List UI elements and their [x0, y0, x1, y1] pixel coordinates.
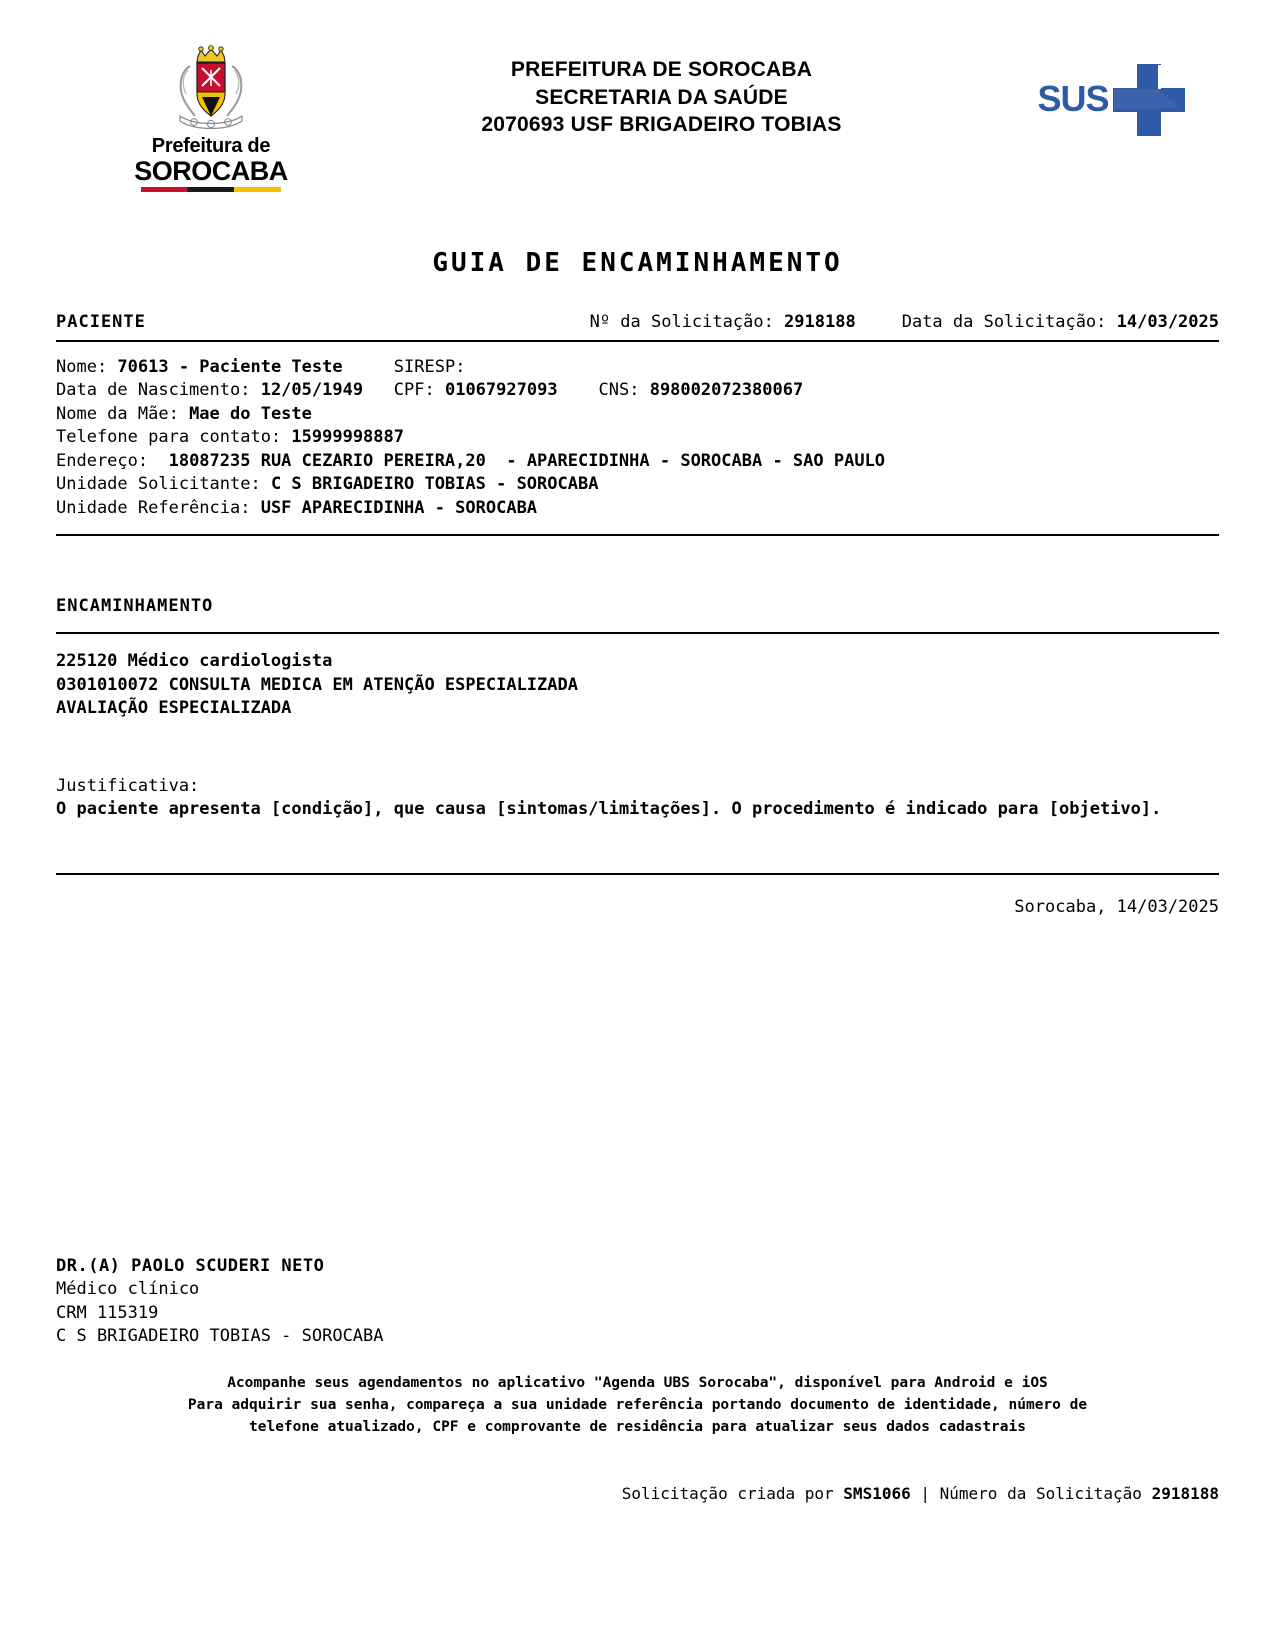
footer-note-1: Acompanhe seus agendamentos no aplicativo "Agenda UBS Sorocaba", disponível para Android e iOS — [227, 1375, 1048, 1391]
requesting-unit-value: C S BRIGADEIRO TOBIAS - SOROCABA — [270, 474, 599, 495]
request-date-value: 14/03/2025 — [1116, 312, 1219, 332]
doctor-specialty: Médico clínico — [56, 1279, 200, 1300]
page-title: GUIA DE ENCAMINHAMENTO — [432, 248, 843, 278]
header-title-line1: PREFEITURA DE SOROCABA — [510, 58, 813, 81]
created-by-value: SMS1066 — [843, 1484, 911, 1503]
cns-label: CNS: — [598, 380, 650, 401]
document-header — [48, 0, 1227, 222]
justification-label: Justificativa: — [56, 775, 200, 796]
requesting-unit-label: Unidade Solicitante: — [56, 474, 271, 495]
patient-heading: PACIENTE — [56, 312, 146, 332]
footer-separator: | — [910, 1484, 940, 1503]
doctor-crm: CRM 115319 — [56, 1302, 159, 1323]
prefeitura-wordmark-line2: SOROCABA — [134, 156, 288, 186]
request-number — [590, 312, 856, 332]
request-number-value: 2918188 — [784, 312, 856, 332]
prefeitura-logo — [48, 42, 326, 192]
doctor-name: DR.(A) PAOLO SCUDERI NETO — [56, 1256, 325, 1276]
referral-line-1: 225120 Médico cardiologista — [56, 651, 333, 672]
cns-value: 898002072380067 — [649, 380, 804, 401]
patient-phone-row — [56, 426, 1219, 449]
patient-name-value: 70613 - Paciente Teste — [117, 357, 343, 377]
sus-cross-icon — [1109, 60, 1187, 138]
reference-unit-row — [56, 497, 1219, 520]
justification-block — [48, 721, 1227, 822]
patient-details — [48, 342, 1227, 520]
phone-label: Telefone para contato: — [56, 427, 292, 448]
header-title-line3: 2070693 USF BRIGADEIRO TOBIAS — [481, 113, 842, 137]
mother-label: Nome da Mãe: — [56, 403, 190, 424]
footer-note-3: telefone atualizado, CPF e comprovante de residência para atualizar seus dados cadastrais — [249, 1418, 1026, 1435]
phone-value: 15999998887 — [291, 427, 404, 448]
request-date — [902, 312, 1219, 332]
siresp-label: SIRESP: — [393, 357, 466, 377]
requesting-unit-row — [56, 473, 1219, 496]
justification-text: O paciente apresenta [condição], que causa [sintomas/limitações]. O procedimento é indicado para [objetivo]. — [56, 798, 1162, 819]
address-label: Endereço: — [56, 450, 169, 471]
footer-note-2: Para adquirir sua senha, compareça a sua unidade referência portando documento de identidade, número de — [187, 1396, 1088, 1413]
referral-heading: ENCAMINHAMENTO — [56, 596, 214, 617]
sus-logo — [997, 42, 1227, 138]
footer-request-number-value: 2918188 — [1151, 1484, 1219, 1503]
cpf-value: 01067927093 — [444, 380, 558, 401]
doctor-unit: C S BRIGADEIRO TOBIAS - SOROCABA — [56, 1326, 384, 1347]
reference-unit-value: USF APARECIDINHA - SOROCABA — [260, 497, 538, 518]
cpf-label: CPF: — [393, 380, 445, 401]
footer-request-number-label: Número da Solicitação — [939, 1484, 1152, 1503]
patient-section-header — [48, 312, 1227, 332]
referral-line-3: AVALIAÇÃO ESPECIALIZADA — [56, 698, 292, 719]
prefeitura-underline-bar — [141, 187, 281, 192]
referral-lines — [48, 634, 1227, 720]
prefeitura-wordmark-line1: Prefeitura de — [151, 135, 271, 157]
mother-value: Mae do Teste — [189, 403, 312, 424]
referral-line-2: 0301010072 CONSULTA MEDICA EM ATENÇÃO ESPECIALIZADA — [56, 674, 578, 695]
reference-unit-label: Unidade Referência: — [56, 497, 261, 518]
city-date: Sorocaba, 14/03/2025 — [1014, 897, 1219, 918]
footer-notes — [48, 1373, 1227, 1438]
request-number-label: Nº da Solicitação: — [589, 312, 785, 332]
patient-mother-row — [56, 403, 1219, 426]
address-value: 18087235 RUA CEZARIO PEREIRA,20 - APARECIDINHA - SOROCABA - SAO PAULO — [168, 450, 886, 471]
request-date-label: Data da Solicitação: — [901, 312, 1117, 332]
patient-name-label: Nome: — [56, 357, 118, 377]
patient-birth-row — [56, 379, 1219, 402]
header-title-block — [326, 42, 997, 139]
header-title-line2: SECRETARIA DA SAÚDE — [535, 85, 788, 109]
birthdate-value: 12/05/1949 — [260, 380, 364, 401]
coat-of-arms-icon — [168, 42, 254, 134]
created-by-label: Solicitação criada por — [621, 1484, 844, 1503]
patient-address-row — [56, 450, 1219, 473]
birthdate-label: Data de Nascimento: — [56, 380, 261, 401]
patient-name-row — [56, 356, 1219, 379]
footer-meta — [48, 1484, 1219, 1503]
sus-wordmark: SUS — [1037, 78, 1109, 119]
prefeitura-wordmark — [134, 136, 288, 185]
signature-block — [56, 1255, 384, 1349]
